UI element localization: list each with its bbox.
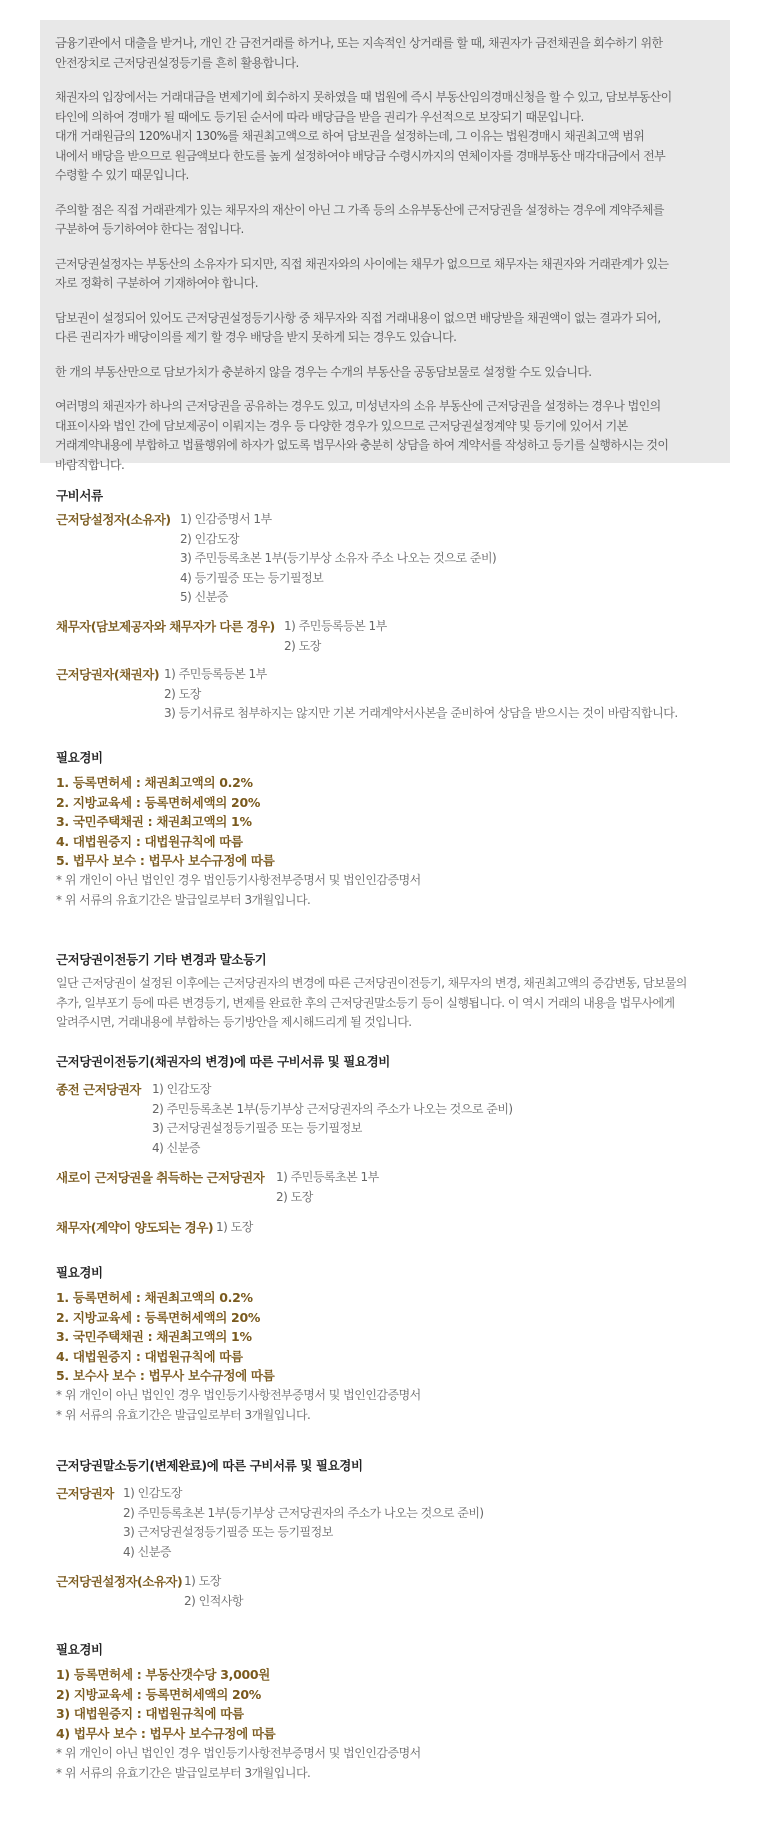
paragraph-line: 추가, 일부포기 등에 따른 변경등기, 변제를 완료한 후의 근저당권말소등기 등이 실행됩니다. 이 역시 거래의 내용을 법무사에게 [56, 995, 675, 1010]
section-title-transfer: 근저당권이전등기 기타 변경과 말소등기 [56, 952, 267, 967]
note-list [56, 871, 421, 910]
doc-list [276, 1168, 379, 1207]
fee-item: 1) 등록면허세 : 부동산갯수당 3,000원 [56, 1667, 271, 1682]
doc-list [164, 665, 678, 724]
doc-item: 1) 인감증명서 1부 [180, 512, 272, 526]
intro-paragraph: 채권자의 입장에서는 거래대금을 변제기에 회수하지 못하였을 때 법원에 즉시 부동산임의경매신청을 할 수 있고, 담보부동산이 타인에 의하여 경매가 될 때에도 등기된 순서에 따라 배당금을 받을 권리가 우선적으로 보장되기 때문입니다. 대개 거래원금의 120%내지 130%를 채권최고액으로 하여 담보권을 설정하는데, 그 이유는 법원경매시 채권최고액 범위 내에서 배당을 받으므로 원금액보다 한도를 높게 설정하여야 배당금 수령시까지의 연체이자를 경매부동산 매각대금에서 전부 수령할 수 있기 때문입니다. [55, 90, 672, 182]
doc-item: 2) 인감도장 [180, 531, 239, 546]
note-list [56, 1386, 421, 1425]
intro-paragraph: 금융기관에서 대출을 받거나, 개인 간 금전거래를 하거나, 또는 지속적인 상거래를 할 때, 채권자가 금전채권을 회수하기 위한 안전장치로 근저당권설정등기를 흔히 활용합니다. [55, 36, 663, 70]
doc-group-label: 채무자(계약이 양도되는 경우) [56, 1220, 214, 1235]
doc-item: 2) 주민등록초본 1부(등기부상 근저당권자의 주소가 나오는 것으로 준비) [123, 1505, 484, 1520]
section-title-documents: 구비서류 [56, 488, 103, 503]
doc-group-label: 채무자(담보제공자와 채무자가 다른 경우) [56, 619, 275, 634]
doc-list [123, 1484, 484, 1562]
fee-list [56, 1665, 275, 1743]
note-item: * 위 서류의 유효기간은 발급일로부터 3개월입니다. [56, 892, 311, 907]
doc-item: 3) 근저당권설정등기필증 또는 등기필정보 [152, 1121, 362, 1135]
paragraph-line: 알려주시면, 거래내용에 부합하는 등기방안을 제시해드리게 될 것입니다. [56, 1015, 412, 1029]
doc-item: 3) 근저당권설정등기필증 또는 등기필정보 [123, 1525, 333, 1539]
doc-item: 1) 인감도장 [152, 1082, 211, 1096]
fee-item: 4) 법무사 보수 : 법무사 보수규정에 따름 [56, 1725, 276, 1741]
doc-item: 1) 도장 [216, 1220, 253, 1234]
doc-item: 1) 주민등록등본 1부 [164, 667, 267, 681]
fee-title: 필요경비 [56, 750, 103, 765]
transfer-paragraph [56, 974, 736, 1033]
note-item: * 위 개인이 아닌 법인인 경우 법인등기사항전부증명서 및 법인인감증명서 [56, 1746, 421, 1760]
intro-paragraph: 담보권이 설정되어 있어도 근저당권설정등기사항 중 채무자와 직접 거래내용이 없으면 배당받을 채권액이 없는 결과가 되어, 다른 권리자가 배당이의를 제기 할 경우 배당을 받지 못하게 되는 경우도 있습니다. [55, 310, 661, 344]
doc-item: 2) 인적사항 [184, 1593, 243, 1608]
fee-list [56, 773, 274, 871]
fee-item: 3) 대법원증지 : 대법원규칙에 따름 [56, 1706, 244, 1721]
doc-item: 2) 주민등록초본 1부(등기부상 근저당권자의 주소가 나오는 것으로 준비) [152, 1101, 513, 1116]
subsection-title: 근저당권말소등기(변제완료)에 따른 구비서류 및 필요경비 [56, 1458, 363, 1473]
fee-item: 3. 국민주택채권 : 채권최고액의 1% [56, 1329, 252, 1344]
doc-group-label: 종전 근저당권자 [56, 1082, 141, 1097]
fee-item: 5. 법무사 보수 : 법무사 보수규정에 따름 [56, 853, 275, 868]
fee-title: 필요경비 [56, 1642, 103, 1657]
doc-list [184, 1572, 243, 1611]
note-item: * 위 개인이 아닌 법인인 경우 법인등기사항전부증명서 및 법인인감증명서 [56, 1388, 421, 1402]
doc-list [284, 617, 387, 656]
fee-list [56, 1288, 274, 1386]
fee-item: 4. 대법원증지 : 대법원규칙에 따름 [56, 833, 243, 849]
doc-item: 2) 도장 [276, 1189, 313, 1204]
fee-item: 1. 등록면허세 : 채권최고액의 0.2% [56, 1290, 253, 1305]
doc-group-label: 근저당권자(채권자) [56, 667, 160, 682]
fee-title: 필요경비 [56, 1265, 103, 1280]
doc-item: 2) 도장 [164, 686, 201, 701]
doc-item: 1) 주민등록초본 1부 [276, 1170, 379, 1184]
doc-item: 1) 도장 [184, 1574, 221, 1588]
paragraph-line: 일단 근저당권이 설정된 이후에는 근저당권자의 변경에 따른 근저당권이전등기, 채무자의 변경, 채권최고액의 증감변동, 담보물의 [56, 976, 687, 990]
doc-group-label: 근저당권설정자(소유자) [56, 1574, 183, 1589]
intro-box [40, 20, 730, 472]
doc-item: 4) 등기필증 또는 등기필정보 [180, 570, 324, 585]
note-list [56, 1744, 421, 1783]
note-item: * 위 개인이 아닌 법인인 경우 법인등기사항전부증명서 및 법인인감증명서 [56, 873, 421, 887]
doc-item: 1) 인감도장 [123, 1486, 182, 1500]
doc-group-label: 근저당권자 [56, 1486, 114, 1501]
fee-item: 1. 등록면허세 : 채권최고액의 0.2% [56, 775, 253, 790]
intro-paragraph: 한 개의 부동산만으로 담보가치가 충분하지 않을 경우는 수개의 부동산을 공동담보물로 설정할 수도 있습니다. [55, 364, 592, 379]
subsection-title: 근저당권이전등기(채권자의 변경)에 따른 구비서류 및 필요경비 [56, 1054, 390, 1069]
note-item: * 위 서류의 유효기간은 발급일로부터 3개월입니다. [56, 1765, 311, 1780]
doc-group-label: 새로이 근저당권을 취득하는 근저당권자 [56, 1170, 265, 1185]
doc-item: 4) 신분증 [123, 1544, 171, 1559]
fee-item: 2. 지방교육세 : 등록면허세액의 20% [56, 1309, 261, 1325]
intro-paragraph: 주의할 점은 직접 거래관계가 있는 채무자의 재산이 아닌 그 가족 등의 소유부동산에 근저당권을 설정하는 경우에 계약주체를 구분하여 등기하여야 한다는 점입니다. [55, 202, 664, 236]
note-item: * 위 서류의 유효기간은 발급일로부터 3개월입니다. [56, 1407, 311, 1422]
doc-item: 1) 주민등록등본 1부 [284, 619, 387, 633]
doc-list [216, 1218, 253, 1238]
doc-list [180, 510, 496, 608]
fee-item: 2) 지방교육세 : 등록면허세액의 20% [56, 1686, 262, 1702]
doc-item: 3) 주민등록초본 1부(등기부상 소유자 주소 나오는 것으로 준비) [180, 551, 497, 565]
intro-paragraph: 근저당권설정자는 부동산의 소유자가 되지만, 직접 채권자와의 사이에는 채무가 없으므로 채무자는 채권자와 거래관계가 있는 자로 정확히 구분하여 기재하여야 합니다. [55, 256, 669, 290]
fee-item: 5. 보수사 보수 : 법무사 보수규정에 따름 [56, 1368, 275, 1383]
fee-item: 4. 대법원증지 : 대법원규칙에 따름 [56, 1348, 243, 1364]
doc-item: 2) 도장 [284, 638, 321, 653]
doc-group-label: 근저당설정자(소유자) [56, 512, 171, 527]
doc-list [152, 1080, 513, 1158]
fee-item: 2. 지방교육세 : 등록면허세액의 20% [56, 794, 261, 810]
doc-item: 4) 신분증 [152, 1140, 200, 1155]
intro-paragraph: 여러명의 채권자가 하나의 근저당권을 공유하는 경우도 있고, 미성년자의 소유 부동산에 근저당권을 설정하는 경우나 법인의 대표이사와 법인 간에 담보제공이 이뤄지는 경우 등 다양한 경우가 있으므로 근저당권설정계약 및 등기에 있어서 기본 거래계약내용에 부합하고 법률행위에 하자가 없도록 법무사와 충분히 상담을 하여 계약서를 작성하고 등기를 실행하시는 것이 바람직합니다. [55, 399, 669, 472]
fee-item: 3. 국민주택채권 : 채권최고액의 1% [56, 814, 252, 829]
doc-item: 3) 등기서류로 첨부하지는 않지만 기본 거래계약서사본을 준비하여 상담을 받으시는 것이 바람직합니다. [164, 706, 678, 720]
doc-item: 5) 신분증 [180, 590, 228, 604]
